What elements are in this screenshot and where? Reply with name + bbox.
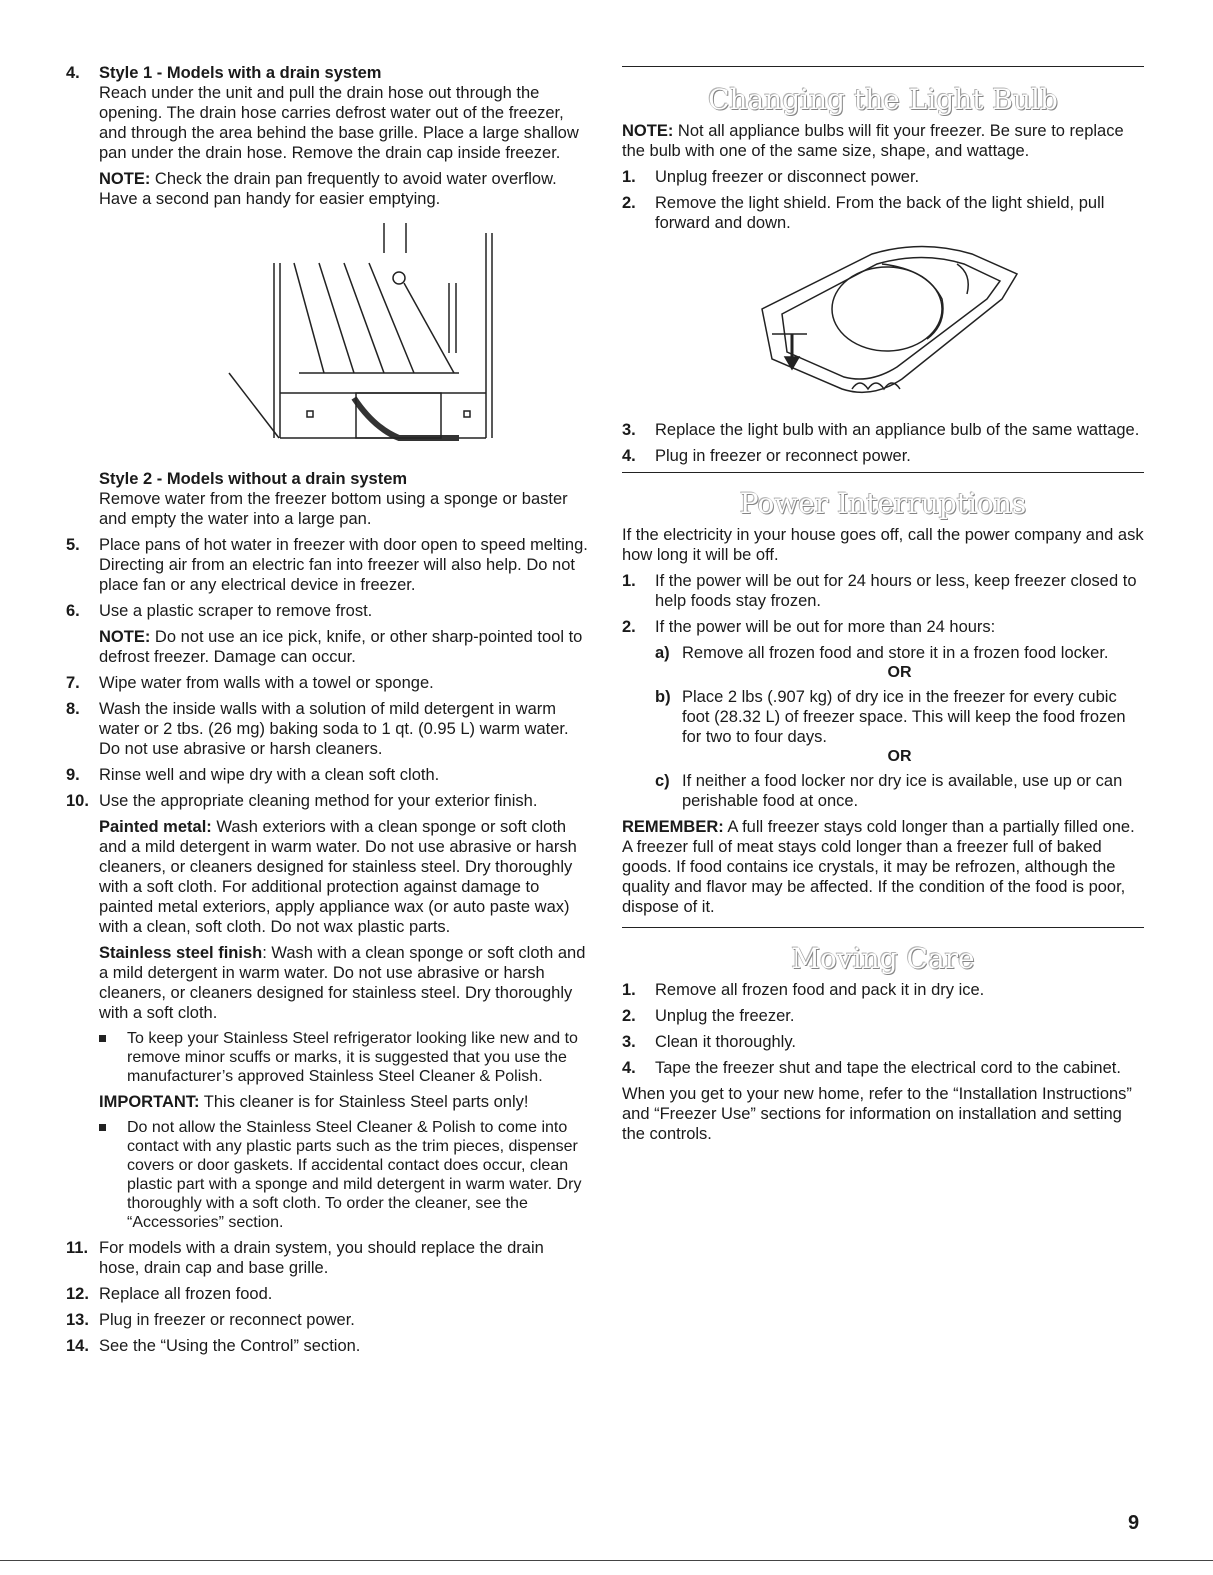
painted-metal (99, 817, 588, 937)
note-label: NOTE: (99, 170, 151, 188)
drain-illustration (99, 223, 588, 469)
option-text: If neither a food locker nor dry ice is available, use up or can perishable food at once. (682, 772, 1123, 810)
step-text: Use the appropriate cleaning method for your exterior finish. (99, 792, 538, 810)
section-heading-moving: Moving Care (791, 942, 975, 975)
page-number: 9 (1128, 1512, 1140, 1534)
option-letter: b) (655, 688, 671, 706)
step-text: Wipe water from walls with a towel or sponge. (99, 674, 434, 692)
step-number: 13. (66, 1311, 89, 1329)
remember-label: REMEMBER: (622, 818, 724, 836)
painted-label: Painted metal: (99, 818, 212, 836)
section-divider (622, 66, 1144, 67)
footer-rule (0, 1560, 1213, 1561)
remember (622, 817, 1144, 917)
step-10 (66, 791, 588, 1232)
step-text: Remove all frozen food and pack it in dry ice. (655, 981, 985, 999)
step-text: Plug in freezer or reconnect power. (99, 1311, 355, 1329)
note (99, 627, 588, 667)
step-text: Place pans of hot water in freezer with door open to speed melting. Directing air from an electric fan into freezer will also help. Do not place fan or any electrical device in freezer. (99, 536, 588, 594)
style2-text: Remove water from the freezer bottom using a sponge or baster and empty the water into a large pan. (99, 490, 568, 528)
step-text: If the power will be out for more than 24 hours: (655, 618, 996, 636)
note-text: Do not use an ice pick, knife, or other sharp-pointed tool to defrost freezer. Damage can occur. (99, 628, 583, 666)
option-text: Place 2 lbs (.907 kg) of dry ice in the freezer for every cubic foot (28.32 L) of freezer space. This will keep the food frozen for two to four days. (682, 688, 1126, 746)
step-8 (66, 699, 588, 759)
bullet-icon (99, 1124, 106, 1131)
note-text: Check the drain pan frequently to avoid water overflow. Have a second pan handy for easier emptying. (99, 170, 557, 208)
note-text: Not all appliance bulbs will fit your freezer. Be sure to replace the bulb with one of the same size, shape, and wattage. (622, 122, 1124, 160)
step-number: 2. (622, 1007, 636, 1025)
light-shield-illustration (622, 239, 1144, 414)
step-5 (66, 535, 588, 595)
bullet-text: To keep your Stainless Steel refrigerator looking like new and to remove minor scuffs or marks, it is suggested that you use the manufacturer’s approved Stainless Steel Cleaner & Polish. (127, 1030, 578, 1085)
bullet-item (99, 1118, 588, 1232)
left-column (66, 63, 588, 1362)
section-divider (622, 472, 1144, 473)
step-number: 11. (66, 1239, 89, 1257)
moving-outro: When you get to your new home, refer to the “Installation Instructions” and “Freezer Use” sections for information on installation and setting the controls. (622, 1085, 1132, 1143)
important (99, 1092, 588, 1112)
stainless-finish (99, 943, 588, 1023)
style2-title: Style 2 - Models without a drain system (99, 470, 408, 488)
step-text: Tape the freezer shut and tape the electrical cord to the cabinet. (655, 1059, 1121, 1077)
step-number: 7. (66, 674, 80, 692)
right-column (622, 66, 1144, 1144)
step-12 (66, 1284, 588, 1304)
step-4 (66, 63, 588, 529)
step-text: Use a plastic scraper to remove frost. (99, 602, 373, 620)
step-text: Plug in freezer or reconnect power. (655, 447, 911, 465)
section-heading-bulb: Changing the Light Bulb (708, 83, 1058, 116)
note-label: NOTE: (99, 628, 151, 646)
moving-step-1 (622, 980, 1144, 1000)
style1-text: Reach under the unit and pull the drain hose out through the opening. The drain hose carries defrost water out of the freezer, and through the area behind the base grille. Place a large shallow pan under the drain hose. Remove the drain cap inside freezer. (99, 84, 579, 162)
step-number: 8. (66, 700, 80, 718)
moving-step-4 (622, 1058, 1144, 1078)
step-number: 1. (622, 981, 636, 999)
step-number: 4. (66, 64, 80, 82)
step-text: Rinse well and wipe dry with a clean soft cloth. (99, 766, 440, 784)
step-number: 1. (622, 168, 636, 186)
option-letter: c) (655, 772, 670, 790)
step-number: 4. (622, 447, 636, 465)
option-text: Remove all frozen food and store it in a frozen food locker. (682, 644, 1109, 662)
section-heading-power: Power Interruptions (739, 487, 1027, 520)
step-text: Replace all frozen food. (99, 1285, 273, 1303)
step-number: 9. (66, 766, 80, 784)
stainless-label: Stainless steel finish (99, 944, 263, 962)
step-number: 5. (66, 536, 80, 554)
bullet-text: Do not allow the Stainless Steel Cleaner & Polish to come into contact with any plastic parts such as the trim pieces, dispenser covers or door gaskets. If accidental contact does occur, clean plastic part with a sponge and mild detergent in warm water. Dry thoroughly with a soft cloth. To order the cleaner, see the “Accessories” section. (127, 1119, 582, 1231)
step-9 (66, 765, 588, 785)
bulb-step-4 (622, 446, 1144, 466)
power-intro: If the electricity in your house goes off, call the power company and ask how long it will be off. (622, 526, 1144, 564)
step-text: If the power will be out for 24 hours or less, keep freezer closed to help foods stay frozen. (655, 572, 1137, 610)
step-text: Replace the light bulb with an appliance bulb of the same wattage. (655, 421, 1140, 439)
bulb-step-1 (622, 167, 1144, 187)
step-13 (66, 1310, 588, 1330)
option-a (655, 643, 1144, 663)
step-7 (66, 673, 588, 693)
style1-title: Style 1 - Models with a drain system (99, 64, 382, 82)
option-letter: a) (655, 644, 670, 662)
step-11 (66, 1238, 588, 1278)
or-separator: OR (887, 664, 912, 681)
painted-text: Wash exteriors with a clean sponge or soft cloth and a mild detergent in warm water. Do not use abrasive or harsh cleaners, or cleaners designed for stainless steel. Dry thoroughly with a soft cloth. For additional protection against damage to painted metal exteriors, apply appliance wax (or auto paste wax) with a clean, soft cloth. Do not wax plastic parts. (99, 818, 577, 936)
remember-text: A full freezer stays cold longer than a partially filled one. A freezer full of meat stays cold longer than a freezer full of baked goods. If food contains ice crystals, it may be refrozen, although the quality and flavor may be affected. If the condition of the food is poor, dispose of it. (622, 818, 1135, 916)
step-text: See the “Using the Control” section. (99, 1337, 361, 1355)
note-label: NOTE: (622, 122, 674, 140)
step-14 (66, 1336, 588, 1356)
step-text: For models with a drain system, you should replace the drain hose, drain cap and base grille. (99, 1239, 544, 1277)
step-number: 2. (622, 618, 636, 636)
step-text: Wash the inside walls with a solution of mild detergent in warm water or 2 tbs. (26 mg) baking soda to 1 qt. (0.95 L) warm water. Do not use abrasive or harsh cleaners. (99, 700, 569, 758)
important-label: IMPORTANT: (99, 1093, 200, 1111)
power-step-1 (622, 571, 1144, 611)
step-text: Clean it thoroughly. (655, 1033, 796, 1051)
step-number: 10. (66, 792, 89, 810)
important-text: This cleaner is for Stainless Steel parts only! (199, 1093, 529, 1111)
step-number: 2. (622, 194, 636, 212)
step-number: 12. (66, 1285, 89, 1303)
step-number: 3. (622, 1033, 636, 1051)
step-number: 14. (66, 1337, 89, 1355)
step-text: Unplug the freezer. (655, 1007, 795, 1025)
power-step-2 (622, 617, 1144, 811)
bulb-note (622, 121, 1144, 161)
section-divider (622, 927, 1144, 928)
step-text: Remove the light shield. From the back of the light shield, pull forward and down. (655, 194, 1105, 232)
bullet-item (99, 1029, 588, 1086)
option-c (655, 771, 1144, 811)
bulb-step-2 (622, 193, 1144, 233)
step-number: 4. (622, 1059, 636, 1077)
bulb-step-3 (622, 420, 1144, 440)
step-number: 1. (622, 572, 636, 590)
step-number: 3. (622, 421, 636, 439)
moving-step-2 (622, 1006, 1144, 1026)
note (99, 169, 588, 209)
bullet-icon (99, 1035, 106, 1042)
or-separator: OR (887, 748, 912, 765)
moving-step-3 (622, 1032, 1144, 1052)
step-6 (66, 601, 588, 667)
step-number: 6. (66, 602, 80, 620)
option-b (655, 687, 1144, 747)
step-text: Unplug freezer or disconnect power. (655, 168, 920, 186)
stainless-text: : Wash with a clean sponge or soft cloth and a mild detergent in warm water. Do not use abrasive or harsh cleaners, or cleaners designed for stainless steel. Dry thoroughly with a soft cloth. (99, 944, 586, 1022)
